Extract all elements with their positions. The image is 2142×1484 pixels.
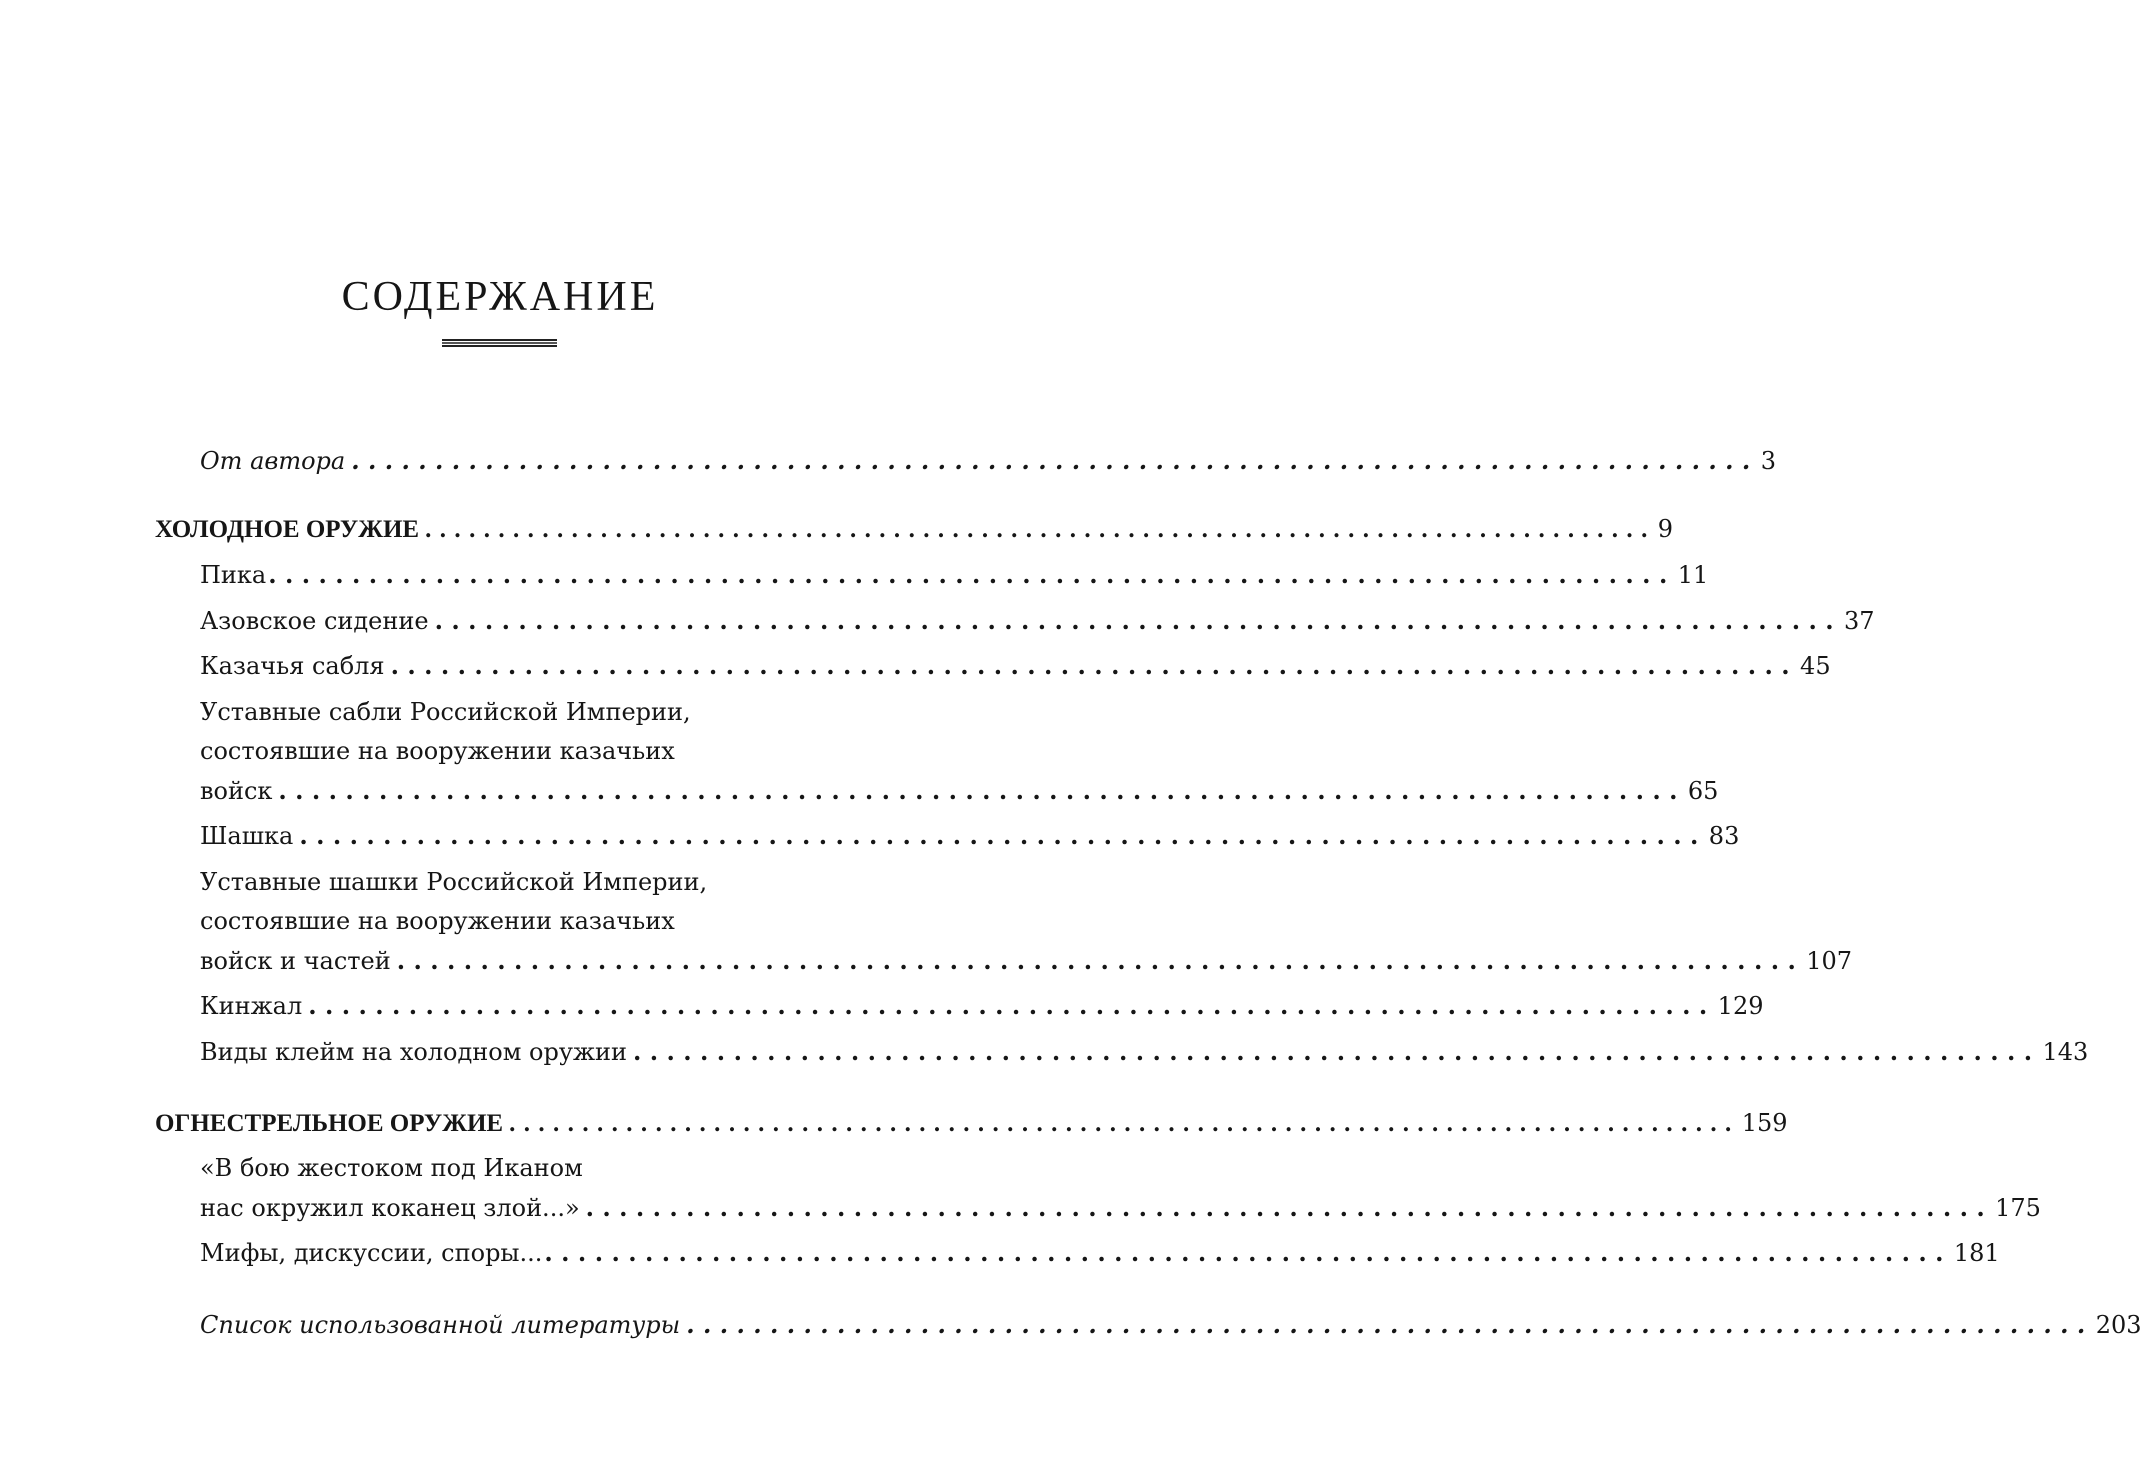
toc-page-number: 203 bbox=[2095, 1311, 2142, 1339]
toc-entry-kinzhal[interactable] bbox=[200, 986, 1764, 1026]
toc-entry-label: Кинжал bbox=[200, 992, 303, 1020]
toc-entry-label: Пика bbox=[200, 561, 267, 589]
dot-leader: .................................................................................... bbox=[425, 516, 1656, 543]
toc-entry-myths[interactable] bbox=[200, 1233, 2000, 1273]
toc-entry-pika[interactable] bbox=[200, 555, 1709, 595]
toc-section-cold-weapons[interactable] bbox=[155, 509, 1674, 549]
toc-entry-label: Список использованной литературы bbox=[200, 1311, 681, 1339]
toc-entry-ustav-shashki-line1[interactable]: Уставные шашки Российской Империи, bbox=[200, 868, 708, 896]
toc-entry-label: войск и частей bbox=[200, 947, 391, 975]
toc-entry-ikan[interactable] bbox=[200, 1188, 2041, 1228]
toc-entry-ustav-sabli-line2[interactable]: состоявшие на вооружении казачьих bbox=[200, 737, 675, 765]
dot-leader: .................................................................................... bbox=[686, 1310, 2094, 1339]
dot-leader: .................................................................................... bbox=[268, 560, 1676, 589]
dot-leader: .................................................................................... bbox=[544, 1238, 1952, 1267]
dot-leader: .................................................................................... bbox=[278, 776, 1686, 805]
toc-entry-ustav-sabli[interactable] bbox=[200, 771, 1719, 811]
toc-page-number: 3 bbox=[1760, 447, 1776, 475]
dot-leader: .................................................................................... bbox=[434, 606, 1843, 635]
toc-entry-label: Мифы, дискуссии, споры... bbox=[200, 1239, 543, 1267]
toc-page-number: 129 bbox=[1717, 992, 1764, 1020]
dot-leader: .................................................................................... bbox=[299, 821, 1707, 850]
toc-page-number: 65 bbox=[1687, 777, 1719, 805]
toc-entry-kleima[interactable] bbox=[200, 1032, 2089, 1072]
toc-page-number: 175 bbox=[1995, 1194, 2041, 1222]
toc-entry-label: Шашка bbox=[200, 822, 294, 850]
toc-page-number: 181 bbox=[1953, 1239, 2000, 1267]
dot-leader: .................................................................................... bbox=[633, 1037, 2041, 1066]
toc-entry-label: войск bbox=[200, 777, 273, 805]
toc-entry-ustav-shashki[interactable] bbox=[200, 941, 1853, 981]
toc-entry-label: нас окружил коканец злой...» bbox=[200, 1194, 580, 1222]
dot-leader: .................................................................................... bbox=[585, 1193, 1994, 1222]
toc-page-number: 107 bbox=[1806, 947, 1853, 975]
toc-entry-ustav-shashki-line2[interactable]: состоявшие на вооружении казачьих bbox=[200, 907, 675, 935]
toc-entry-label: Виды клейм на холодном оружии bbox=[200, 1038, 628, 1066]
toc-entry-label: Азовское сидение bbox=[200, 607, 429, 635]
dot-leader: .................................................................................... bbox=[396, 946, 1805, 975]
toc-entry-ustav-sabli-line1[interactable]: Уставные сабли Российской Империи, bbox=[200, 698, 691, 726]
dot-leader: .................................................................................... bbox=[308, 991, 1716, 1020]
toc-entry-label: Казачья сабля bbox=[200, 652, 385, 680]
toc-entry-shashka[interactable] bbox=[200, 816, 1740, 856]
toc-page-number: 37 bbox=[1844, 607, 1875, 635]
toc-page-number: 143 bbox=[2042, 1038, 2089, 1066]
toc-page-number: 159 bbox=[1741, 1109, 1788, 1137]
toc-section-label: ОГНЕСТРЕЛЬНОЕ ОРУЖИЕ bbox=[155, 1110, 504, 1137]
dot-leader: .................................................................................... bbox=[509, 1110, 1740, 1137]
toc-entry-sablya[interactable] bbox=[200, 646, 1831, 686]
toc-entry-ikan-line1[interactable]: «В бою жестоком под Иканом bbox=[200, 1154, 583, 1182]
toc-entry-from-author[interactable] bbox=[200, 441, 1776, 481]
toc-page-number: 83 bbox=[1708, 822, 1740, 850]
toc-section-label: ХОЛОДНОЕ ОРУЖИЕ bbox=[155, 516, 420, 543]
toc-section-firearms[interactable] bbox=[155, 1103, 1788, 1143]
toc-page-number: 11 bbox=[1677, 561, 1709, 589]
toc-entry-label: От автора bbox=[200, 447, 346, 475]
page-title: СОДЕРЖАНИЕ bbox=[341, 274, 659, 320]
toc-page-number: 45 bbox=[1800, 652, 1831, 680]
dot-leader: .................................................................................... bbox=[390, 651, 1799, 680]
toc-page-number: 9 bbox=[1657, 515, 1674, 543]
title-double-rule bbox=[442, 339, 557, 347]
toc-entry-literature[interactable] bbox=[200, 1305, 2142, 1345]
toc-entry-azov[interactable] bbox=[200, 601, 1875, 641]
dot-leader: .................................................................................... bbox=[351, 446, 1759, 475]
